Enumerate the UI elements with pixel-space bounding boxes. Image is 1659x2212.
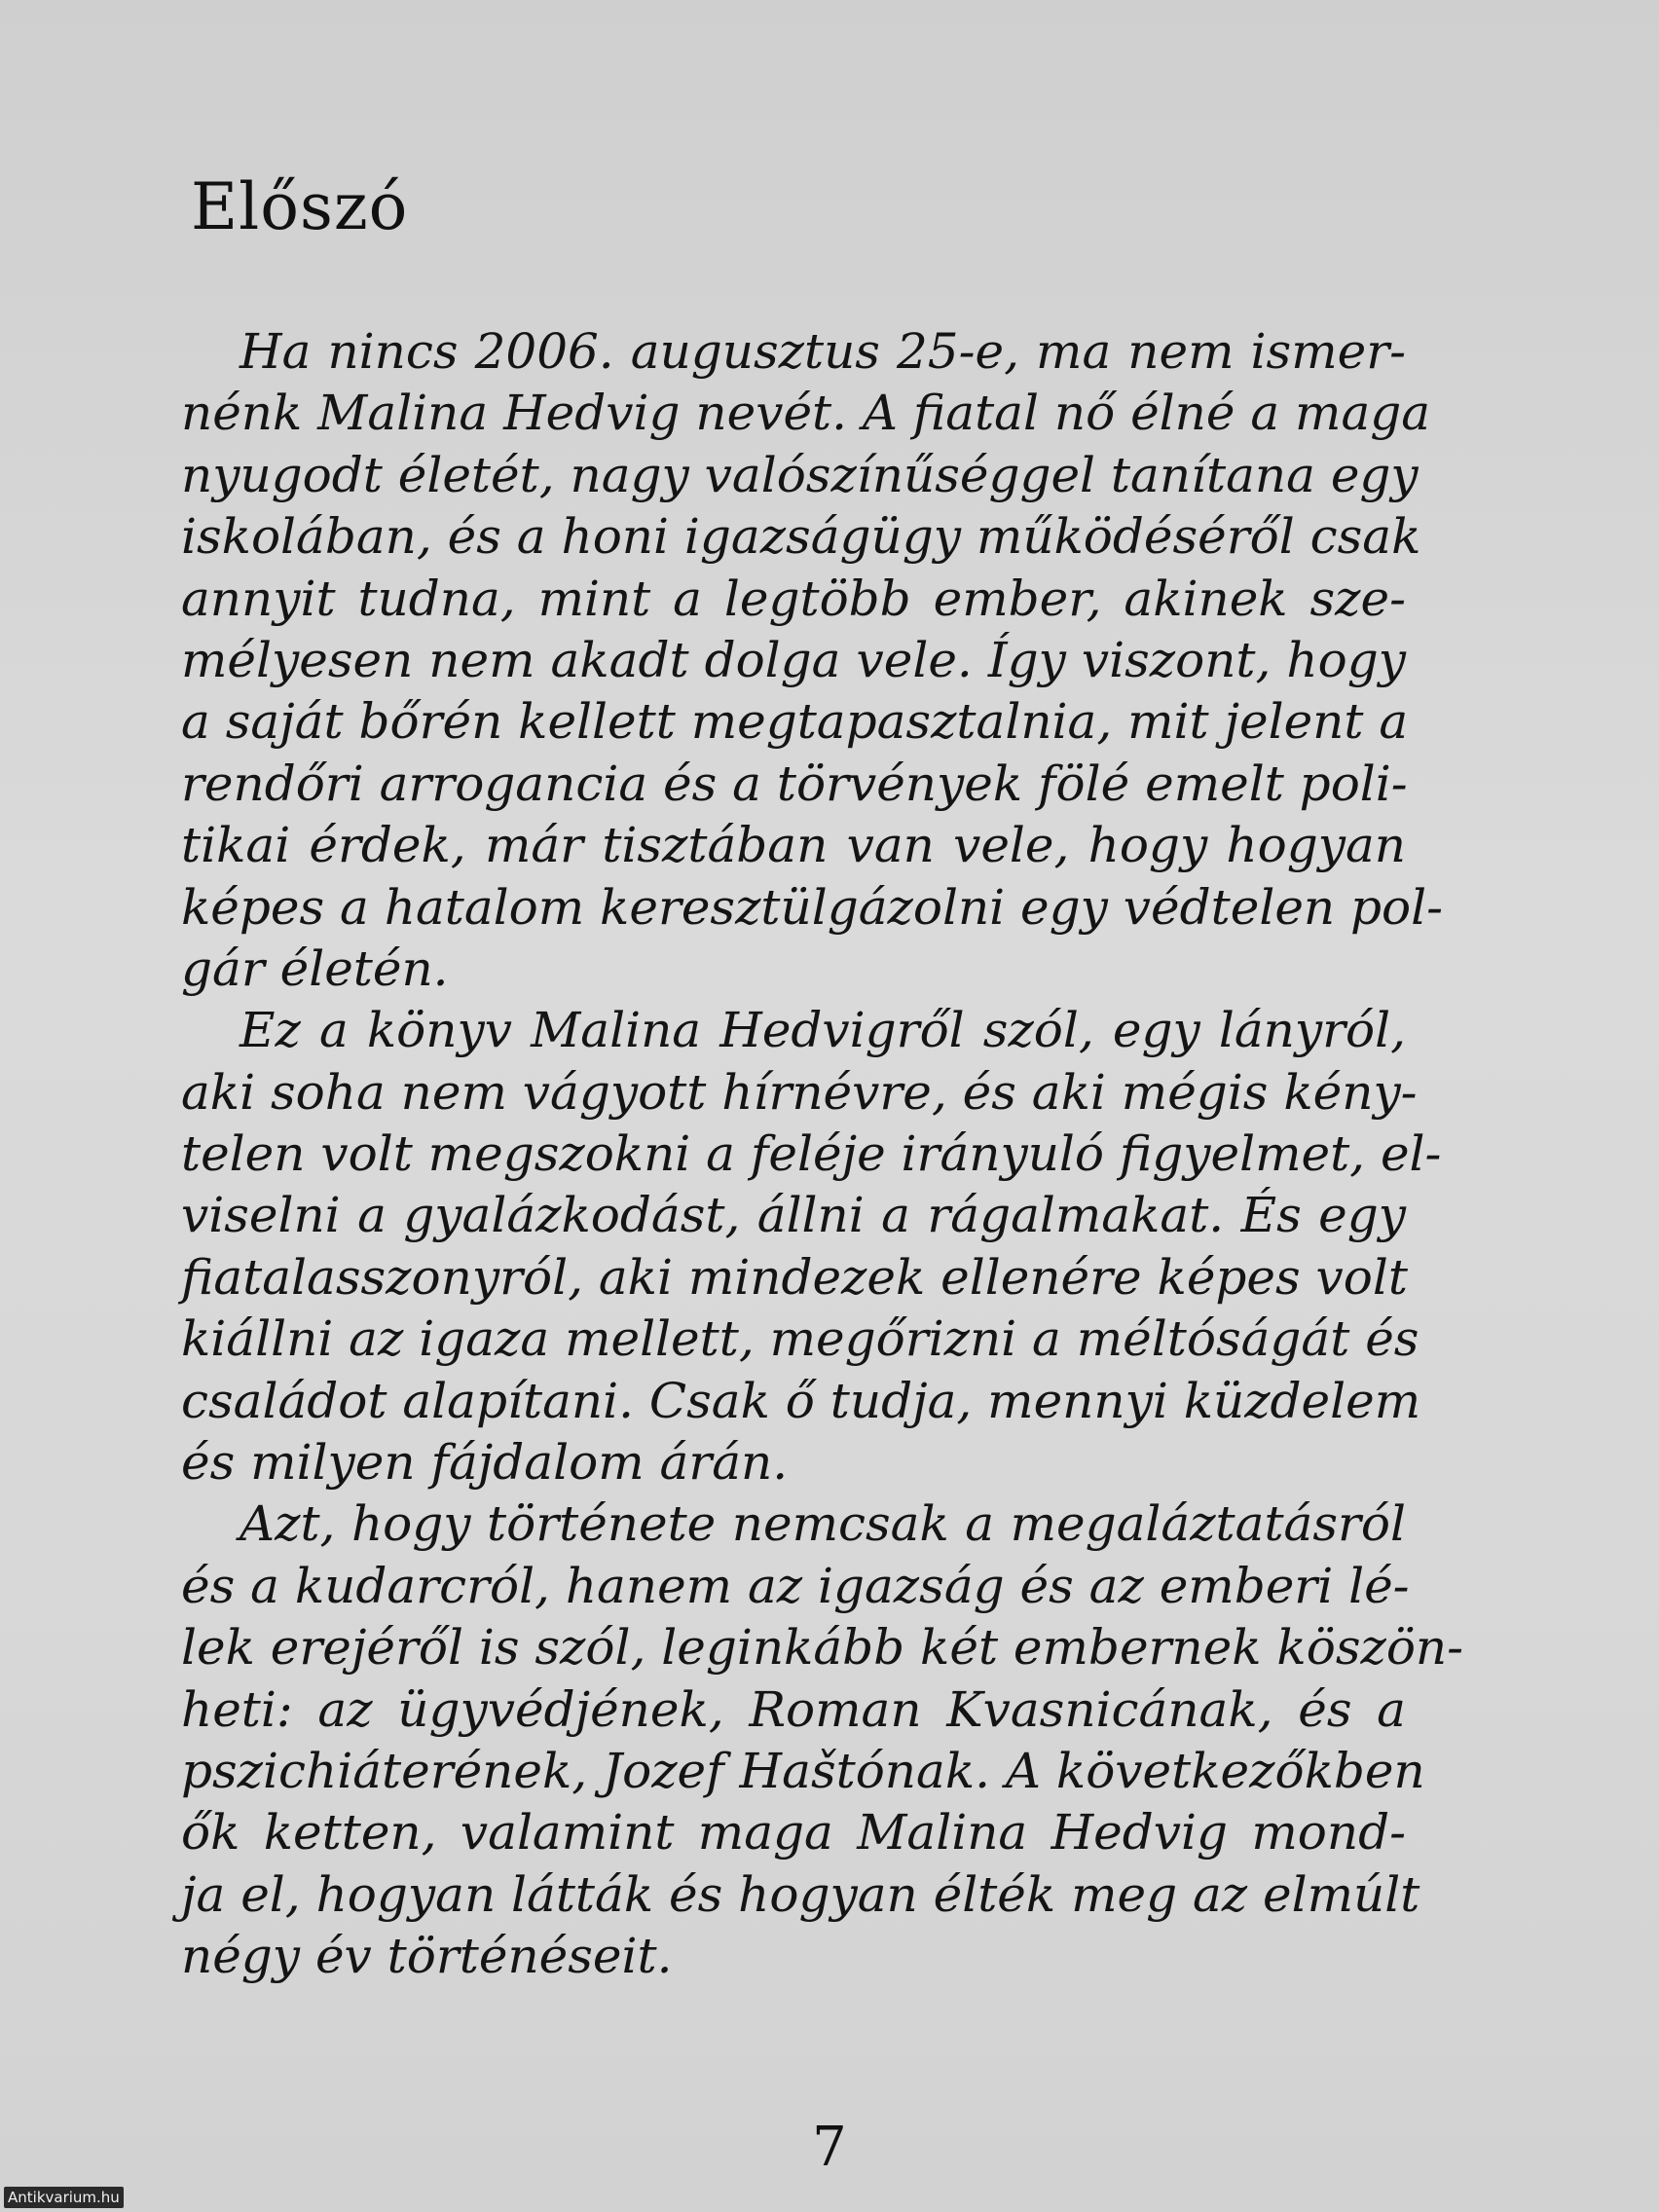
text-line: ők ketten, valamint maga Malina Hedvig mond-	[181, 1804, 1406, 1862]
text-line: viselni a gyalázkodást, állni a rágalmakat. És egy	[181, 1187, 1406, 1244]
text-line: Azt, hogy története nemcsak a megaláztatásról	[240, 1495, 1406, 1553]
text-line: lek erejéről is szól, leginkább két embernek köszön-	[181, 1619, 1464, 1677]
watermark: Antikvarium.hu	[4, 2187, 124, 2208]
text-line: gár életén.	[181, 940, 449, 997]
text-line: Ha nincs 2006. augusztus 25-e, ma nem ismer-	[240, 323, 1406, 380]
text-line: és a kudarcról, hanem az igazság és az emberi lé-	[181, 1557, 1410, 1614]
text-line: mélyesen nem akadt dolga vele. Így viszont, hogy	[181, 631, 1406, 688]
text-line: iskolában, és a honi igazságügy működéséről csak	[181, 508, 1421, 566]
text-line: négy év történéseit.	[181, 1928, 673, 1985]
text-line: aki soha nem vágyott hírnévre, és aki mégis kény-	[181, 1063, 1418, 1121]
text-line: és milyen fájdalom árán.	[181, 1434, 789, 1492]
text-line: a saját bőrén kellett megtapasztalnia, mit jelent a	[181, 693, 1409, 751]
text-line: családot alapítani. Csak ő tudja, mennyi küzdelem	[181, 1372, 1421, 1429]
text-line: nyugodt életét, nagy valószínűséggel tanítana egy	[181, 446, 1419, 503]
text-line: kiállni az igaza mellett, megőrizni a méltóságát és	[181, 1310, 1419, 1368]
body-text	[181, 321, 1464, 1988]
text-line: Ez a könyv Malina Hedvigről szól, egy lányról,	[240, 1002, 1406, 1059]
text-line: tikai érdek, már tisztában van vele, hogy hogyan	[181, 817, 1406, 874]
text-line: annyit tudna, mint a legtöbb ember, akinek sze-	[181, 570, 1406, 627]
text-line: telen volt megszokni a feléje irányuló figyelmet, el-	[181, 1125, 1442, 1183]
text-line: ja el, hogyan látták és hogyan élték meg az elmúlt	[181, 1865, 1420, 1923]
page-number: 7	[812, 2116, 847, 2179]
text-line: fiatalasszonyról, aki mindezek ellenére képes volt	[181, 1248, 1408, 1306]
text-line: heti: az ügyvédjének, Roman Kvasnicának, és a	[181, 1680, 1406, 1738]
text-line: nénk Malina Hedvig nevét. A fiatal nő élné a maga	[181, 385, 1431, 442]
text-line: pszichiáterének, Jozef Haštónak. A következőkben	[181, 1742, 1425, 1799]
text-line: rendőri arrogancia és a törvények fölé emelt poli-	[181, 755, 1408, 812]
text-line: képes a hatalom keresztülgázolni egy védtelen pol-	[181, 878, 1443, 936]
chapter-heading: Előszó	[191, 169, 409, 244]
